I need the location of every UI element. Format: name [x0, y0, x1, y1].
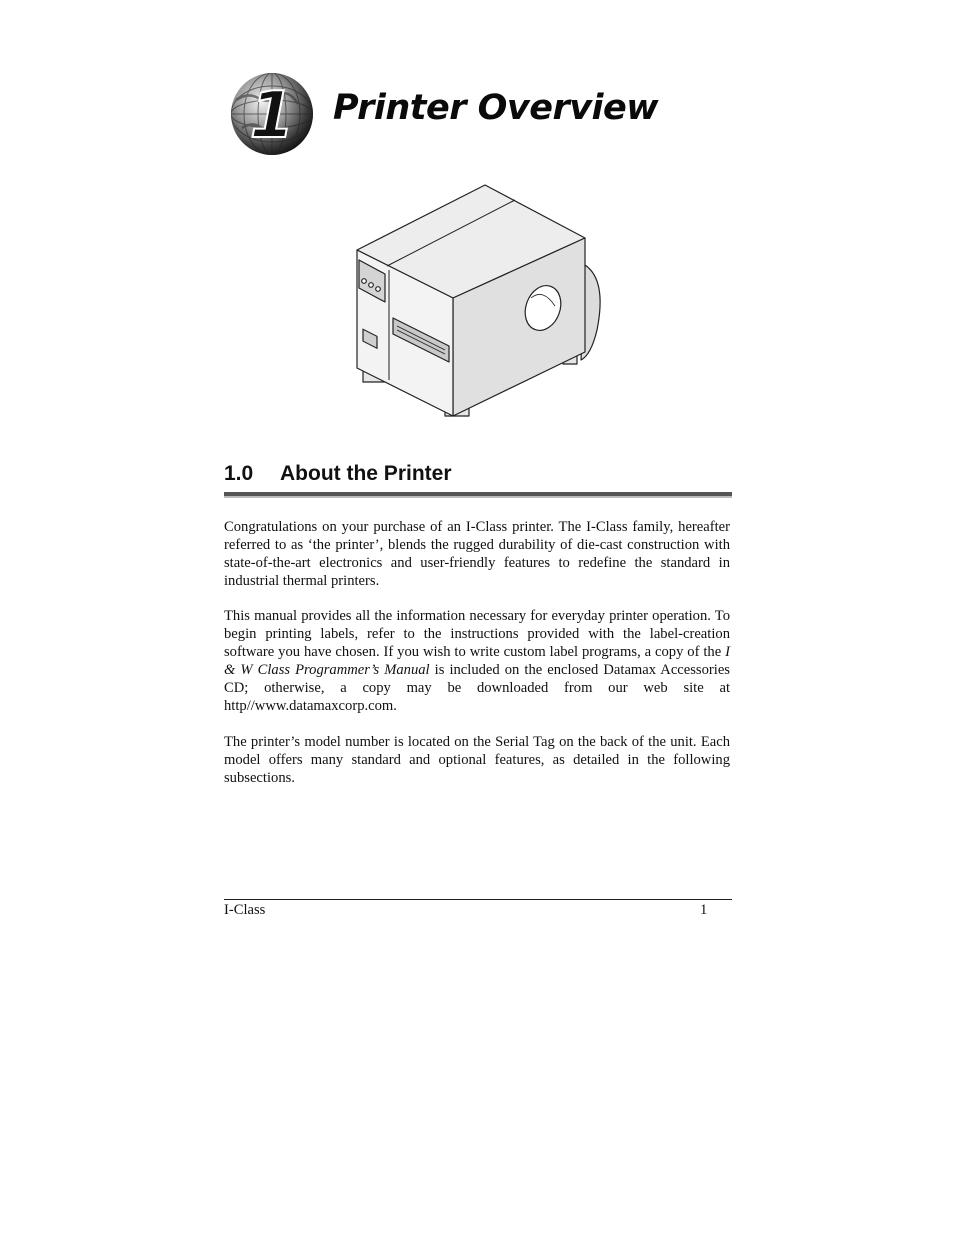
paragraph-manual-info [224, 607, 730, 715]
chapter-number-badge [228, 70, 316, 158]
section-heading-rule [224, 492, 732, 498]
footer-rule [224, 899, 732, 900]
section-number: 1.0 [224, 462, 254, 485]
footer-page-number: 1 [700, 902, 708, 918]
paragraph-intro: Congratulations on your purchase of an I-Class printer. The I-Class family, hereafter referred to as ‘the printer’, blends the rugged durability of die-cast construction with state-of-the-art electronics and user-friendly features to redefine the standard in industrial thermal printers. [224, 519, 730, 589]
globe-chapter-number-icon [228, 70, 316, 158]
section-heading [224, 462, 732, 486]
footer-product-name: I-Class [224, 902, 266, 918]
thermal-printer-illustration [345, 180, 610, 430]
paragraph-model-info: The printer’s model number is located on the Serial Tag on the back of the unit. Each model offers many standard and optional features, as detailed in the following subsections. [224, 734, 730, 786]
section-title: About the Printer [280, 462, 452, 485]
printer-figure [345, 180, 610, 430]
paragraph-manual-info-text-start: This manual provides all the information necessary for everyday printer operation. To begin printing labels, refer to the instructions provided with the label-creation software you have chosen. If you wish to write custom label programs, a copy of the [224, 608, 730, 660]
chapter-number: 1 [249, 79, 295, 153]
chapter-title: Printer Overview [333, 88, 659, 128]
manual-title-reference: I & W Class Programmer’s Manual [224, 644, 730, 678]
paragraph-manual-info-text-end: is included on the enclosed Datamax Accessories CD; otherwise, a copy may be downloaded from our web site at http//www.datamaxcorp.com. [224, 662, 730, 714]
